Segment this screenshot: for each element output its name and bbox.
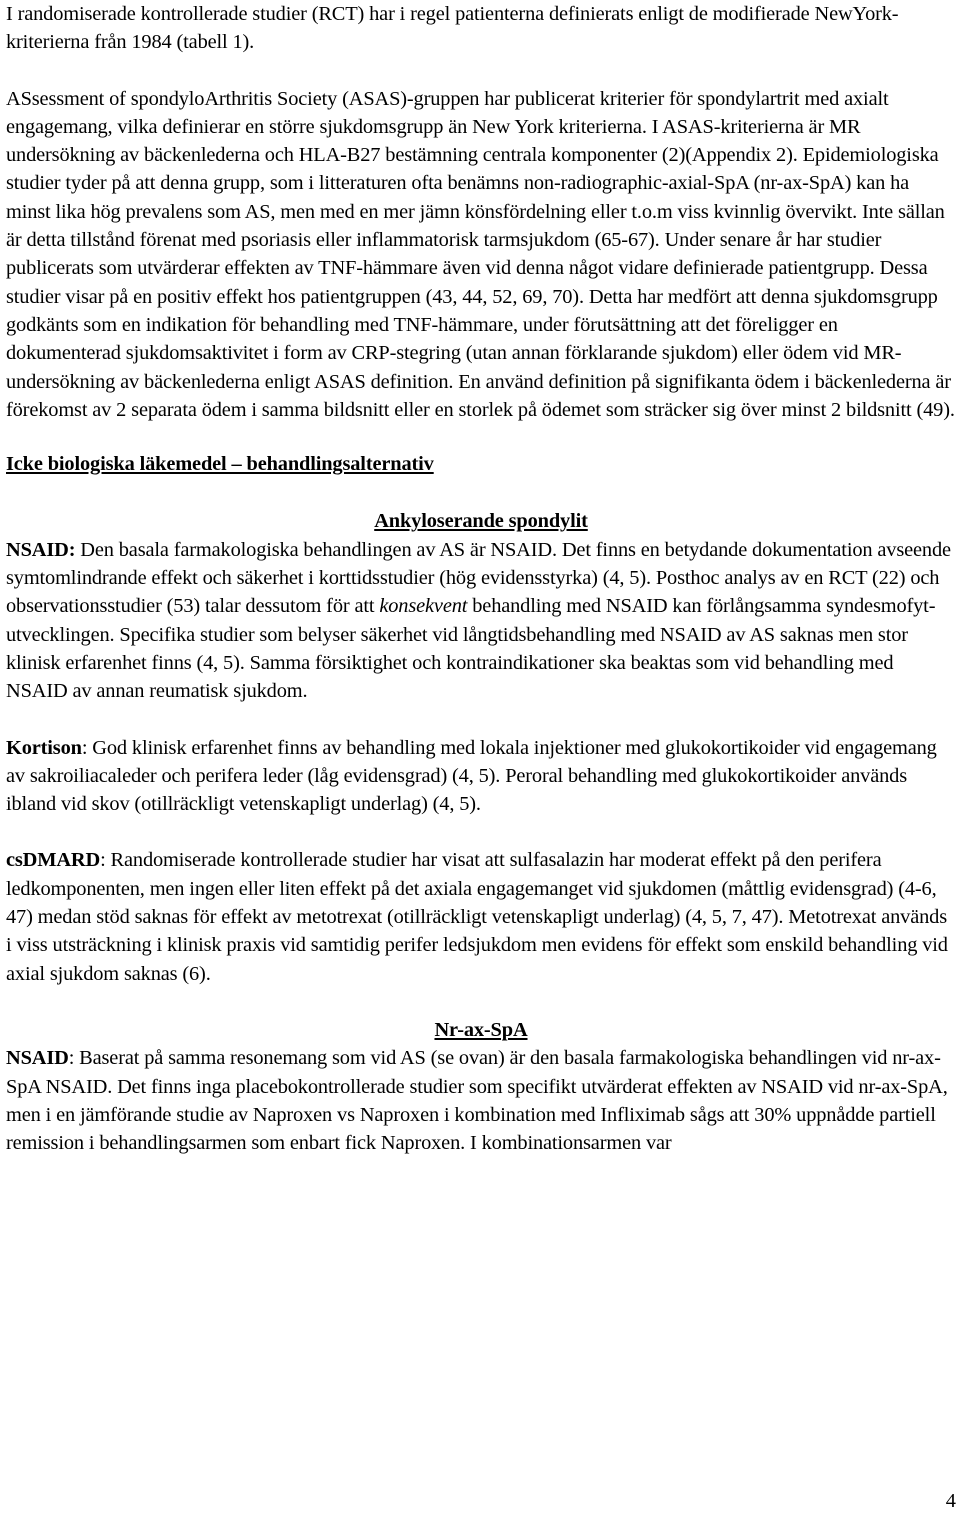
paragraph-rct-criteria: I randomiserade kontrollerade studier (RCT) har i regel patienterna definierats enligt de modifierade NewYork-kriterierna från 1984 (tabell 1). bbox=[6, 3, 899, 54]
page-number: 4 bbox=[945, 1490, 956, 1512]
subtitle-nr-ax-spa: Nr-ax-SpA bbox=[434, 1018, 528, 1041]
nsaid-text-part-1: Den basala farmakologiska behandlingen av AS är NSAID. Det finns en betydande dokumentation avseende symtomlindrande effekt och säkerhet i korttidsstudier (hög evidensstyrka) (4, 5). Posthoc analys av en RCT (22) och observationsstudier (53) talar dessutom för att bbox=[6, 538, 951, 618]
csdmard-label: csDMARD bbox=[6, 849, 101, 872]
nsaid-italic-word: konsekvent bbox=[379, 595, 468, 618]
subtitle-ankylosing-spondylitis: Ankyloserande spondylit bbox=[374, 510, 588, 533]
csdmard-text: : Randomiserade kontrollerade studier har visat att sulfasalazin har moderat effekt på den perifera ledkomponenten, men ingen eller liten effekt på det axiala engagemanget vid sjukdomen (måttlig evidensgrad) (4-6, 47) medan stöd saknas för effekt av metotrexat (otillräckligt vetenskapligt underlag) (4, 5, 7, 47). Metotrexat används i viss utsträckning i klinisk praxis vid samtidig perifer ledsjukdom men evidens för effekt som enskild behandling vid axial sjukdom saknas (6). bbox=[6, 849, 948, 985]
nsaid-label: NSAID: bbox=[6, 538, 76, 561]
nsaid2-label: NSAID bbox=[6, 1047, 69, 1070]
kortison-text: : God klinisk erfarenhet finns av behandling med lokala injektioner med glukokortikoider vid engagemang av sakroiliacaleder och perifera leder (låg evidensgrad) (4, 5). Peroral behandling med glukokortikoider används ibland vid skov (otillräckligt vetenskapligt underlag) (4, 5). bbox=[6, 736, 937, 816]
paragraph-nsaid-nr-ax-spa bbox=[6, 1044, 956, 1157]
document-page bbox=[6, 0, 956, 1157]
nsaid2-text: : Baserat på samma resonemang som vid AS (se ovan) är den basala farmakologiska behandlingen vid nr-ax-SpA NSAID. Det finns inga placebokontrollerade studier som specifikt utvärderat effekten av NSAID vid nr-ax-SpA, men i en jämförande studie av Naproxen vs Naproxen i kombination med Infliximab sågs att 30% uppnådde partiell remission i behandlingsarmen som enbart fick Naproxen. I kombinationsarmen var bbox=[6, 1047, 948, 1155]
kortison-label: Kortison bbox=[6, 736, 82, 759]
paragraph-kortison bbox=[6, 734, 956, 819]
paragraph-asas-criteria: ASsessment of spondyloArthritis Society (ASAS)-gruppen har publicerat kriterier för spondylartrit med axialt engagemang, vilka definierar en större sjukdomsgrupp än New York kriterierna. I ASAS-kriterierna är MR undersökning av bäckenlederna och HLA-B27 bestämning centrala komponenter (2)(Appendix 2). Epidemiologiska studier tyder på att denna grupp, som i litteraturen ofta benämns non-radiographic-axial-SpA (nr-ax-SpA) kan ha minst lika hög prevalens som AS, men med en mer jämn könsfördelning eller t.o.m viss kvinnlig övervikt. Inte sällan är detta tillstånd förenat med psoriasis eller inflammatorisk tarmsjukdom (65-67). Under senare år har studier publicerats som utvärderar effekten av TNF-hämmare även vid denna något vidare definierade patientgrupp. Dessa studier visar på en positiv effekt hos patientgruppen (43, 44, 52, 69, 70). Detta har medfört att denna sjukdomsgrupp godkänts som en indikation för behandling med TNF-hämmare, under förutsättning att det föreligger en dokumenterad sjukdomsaktivitet i form av CRP-stegring (utan annan förklarande sjukdom) eller ödem vid MR-undersökning av bäckenlederna enligt ASAS definition. En använd definition på signifikanta ödem i bäckenlederna är förekomst av 2 separata ödem i samma bildsnitt eller en storlek på ödemet som sträcker sig över minst 2 bildsnitt (49). bbox=[6, 87, 955, 421]
paragraph-nsaid-as bbox=[6, 536, 956, 706]
section-title-non-biological: Icke biologiska läkemedel – behandlingsalternativ bbox=[6, 453, 434, 476]
nsaid-text-part-2: behandling med NSAID kan förlångsamma syndesmofyt-utvecklingen. Specifika studier som belyser säkerhet vid långtidsbehandling med NSAID av AS saknas men stor klinisk erfarenhet finns (4, 5). Samma försiktighet och kontraindikationer ska beaktas som vid behandling med NSAID av annan reumatisk sjukdom. bbox=[6, 595, 936, 703]
paragraph-csdmard bbox=[6, 846, 956, 987]
